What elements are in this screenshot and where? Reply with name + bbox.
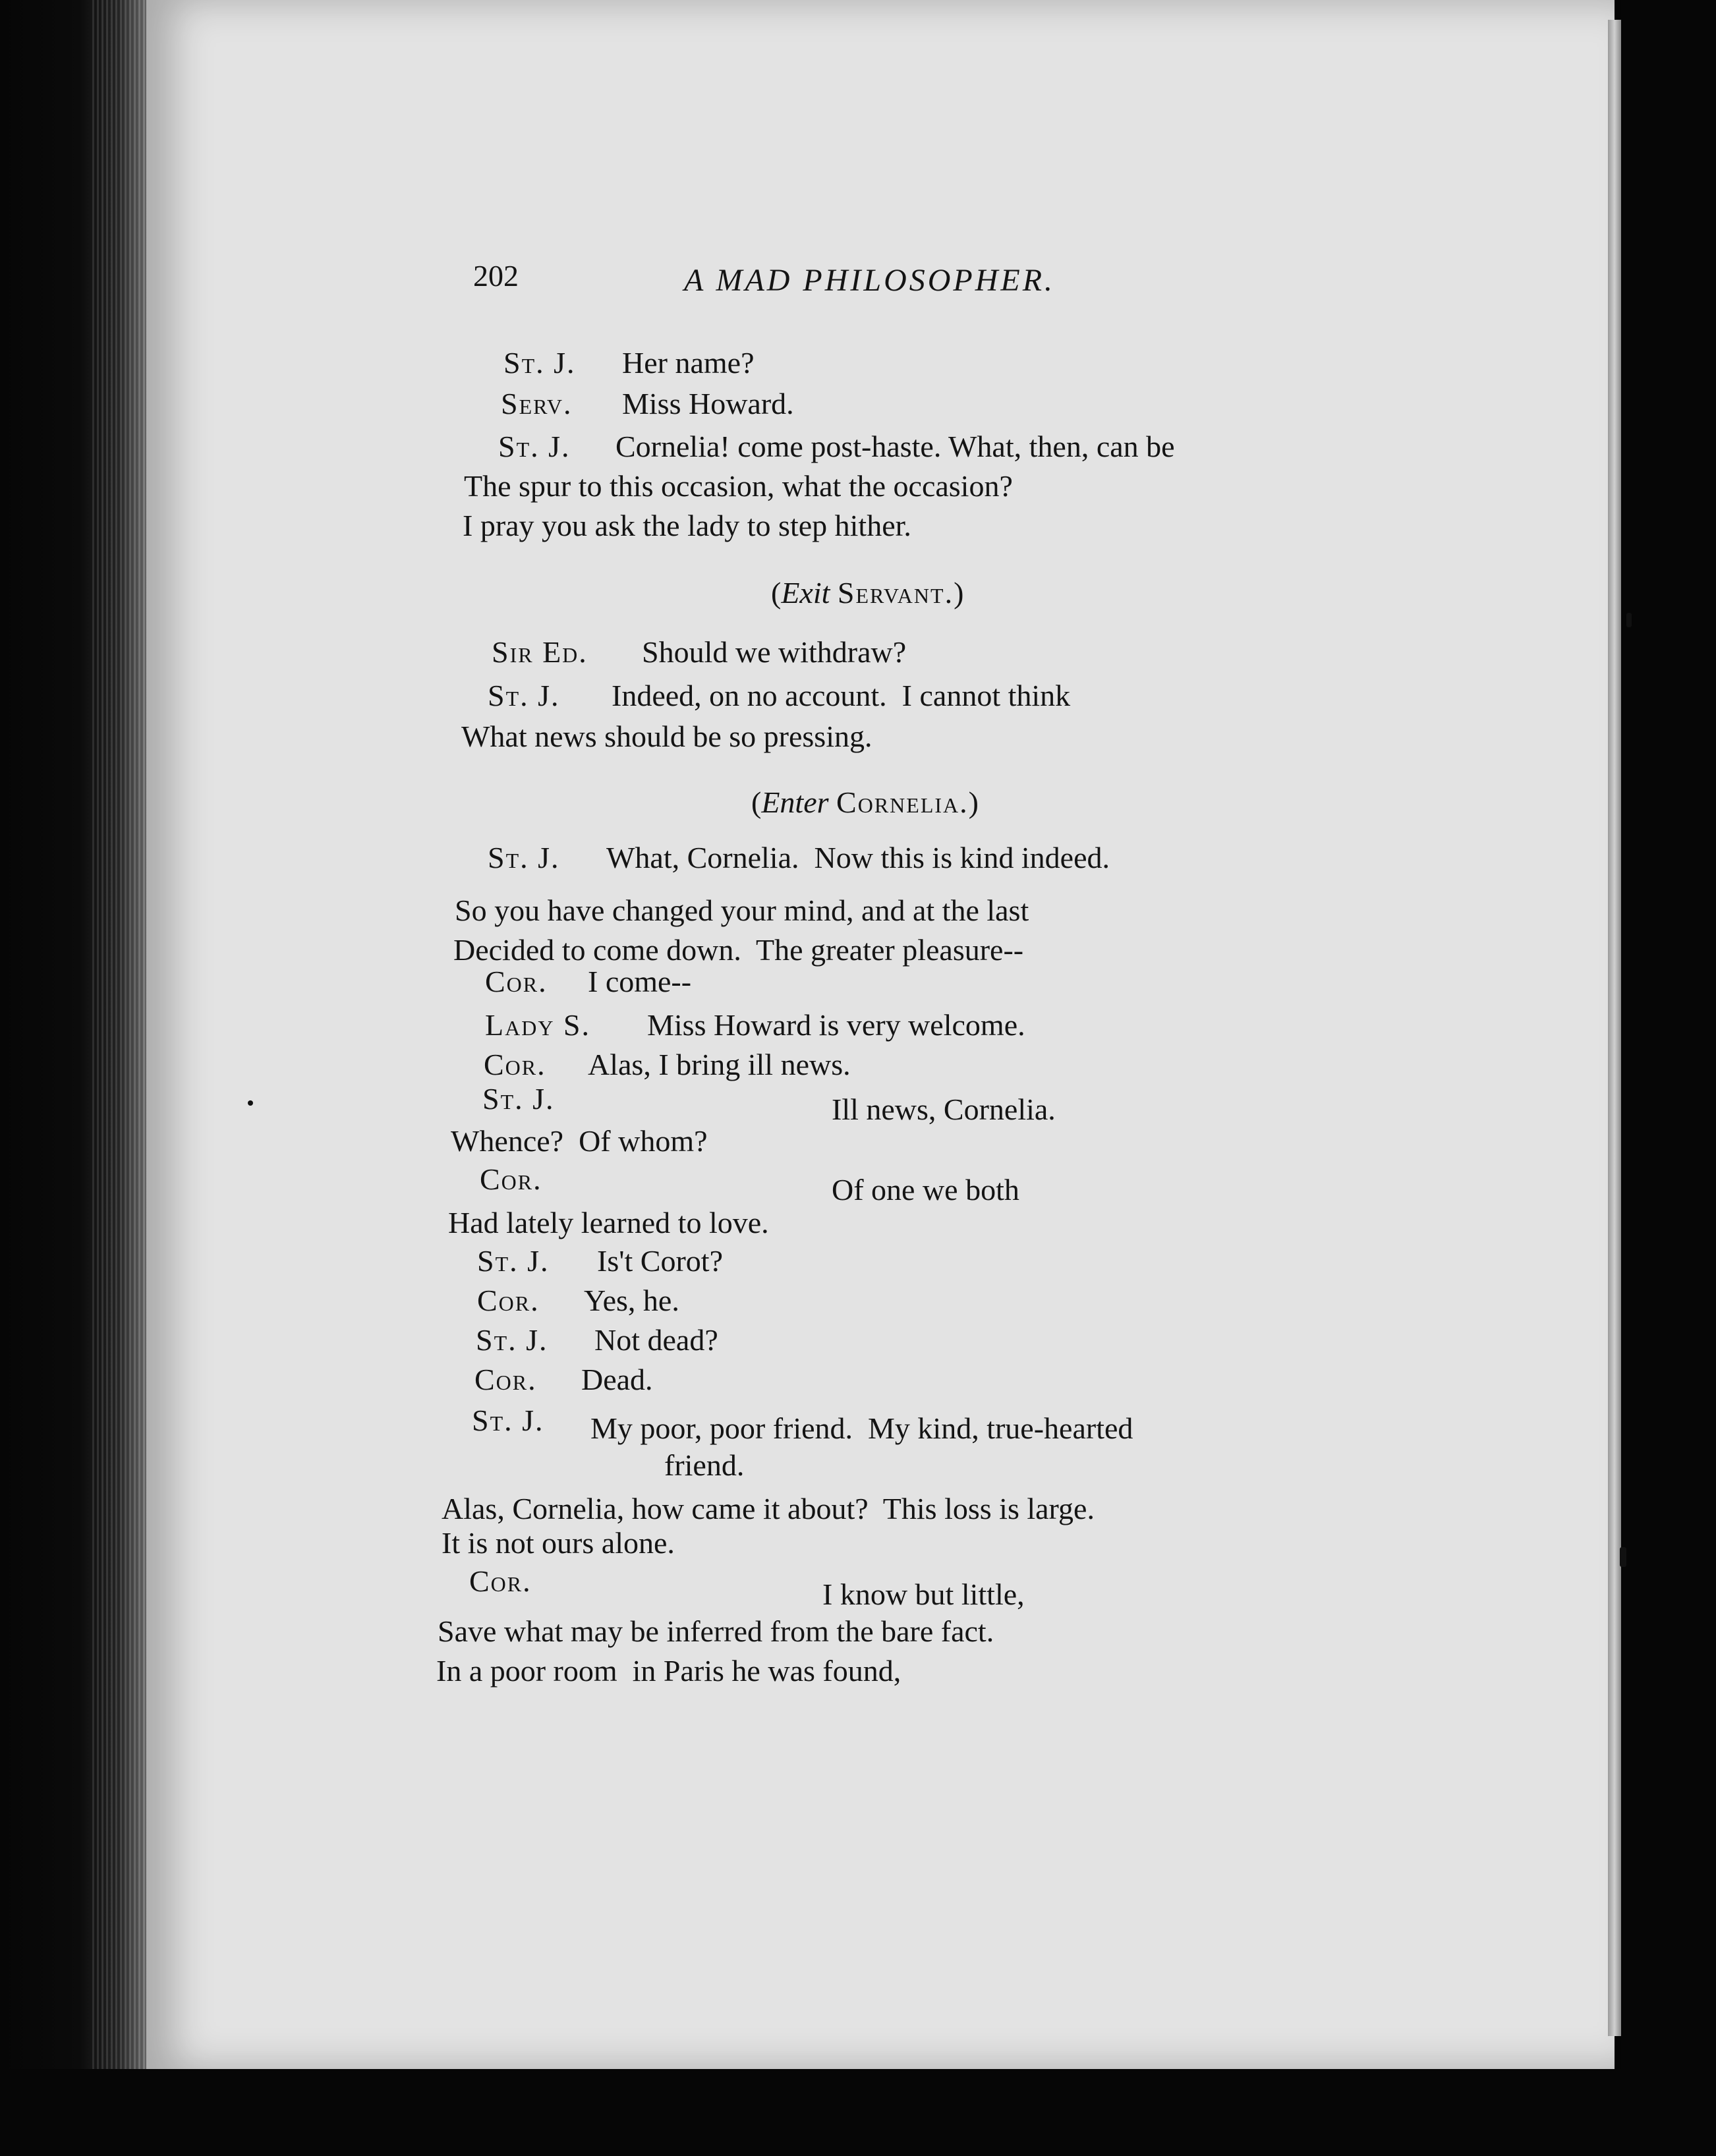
dialogue-line	[472, 1402, 544, 1439]
dialogue-text: Not dead?	[594, 1323, 718, 1357]
dialogue-text: Dead.	[581, 1363, 653, 1396]
dialogue-text: Alas, I bring ill news.	[588, 1048, 851, 1081]
stage-direction: (Enter Cornelia.)	[751, 785, 979, 819]
verse-line: I pray you ask the lady to step hither.	[463, 509, 911, 542]
speaker-label: St. J.	[477, 1244, 550, 1278]
speaker-label: Cor.	[480, 1162, 542, 1196]
speaker-label: Cor.	[477, 1284, 540, 1317]
verse-line: Alas, Cornelia, how came it about? This loss is large.	[442, 1492, 1095, 1525]
dialogue-line	[503, 345, 576, 382]
speaker-label: St. J.	[498, 430, 571, 463]
page-number: 202	[473, 259, 519, 293]
dialogue-text: Of one we both	[832, 1173, 1019, 1206]
dialogue-text: Is't Corot?	[597, 1244, 723, 1278]
dialogue-line	[484, 1046, 546, 1083]
speaker-label: Serv.	[501, 387, 573, 420]
speaker-label: St. J.	[482, 1082, 555, 1116]
dialogue-line	[488, 677, 560, 714]
dialogue-text: Miss Howard.	[622, 387, 794, 420]
dialogue-line	[469, 1563, 532, 1600]
verse-line: Had lately learned to love.	[448, 1206, 769, 1239]
verse-line: Decided to come down. The greater pleasure--	[453, 933, 1024, 967]
speaker-label: St. J.	[488, 679, 560, 712]
running-title: A MAD PHILOSOPHER.	[684, 263, 1056, 298]
stage-direction: (Exit Servant.)	[771, 576, 964, 610]
dialogue-text: Yes, he.	[584, 1284, 679, 1317]
dialogue-text: I know but little,	[822, 1577, 1025, 1611]
dialogue-text: I come--	[588, 965, 692, 998]
speaker-label: Cor.	[484, 1048, 546, 1081]
speaker-label: St. J.	[476, 1323, 548, 1357]
verse-line: Whence? Of whom?	[451, 1124, 708, 1158]
verse-line: Save what may be inferred from the bare fact.	[438, 1614, 994, 1648]
dialogue-line	[488, 839, 560, 876]
verse-line: So you have changed your mind, and at the last	[455, 894, 1029, 927]
speaker-label: Cor.	[474, 1363, 537, 1396]
dialogue-line	[498, 428, 571, 465]
dialogue-text: Ill news, Cornelia.	[832, 1092, 1056, 1126]
dialogue-line	[476, 1322, 548, 1359]
verse-line: The spur to this occasion, what the occasion?	[464, 469, 1013, 503]
speaker-label: St. J.	[488, 841, 560, 874]
verse-line: friend.	[664, 1448, 745, 1482]
dialogue-line	[477, 1243, 550, 1280]
dialogue-line	[474, 1361, 537, 1398]
dialogue-text: My poor, poor friend. My kind, true-hearted	[590, 1411, 1133, 1445]
dialogue-line	[485, 1007, 590, 1044]
verse-line: It is not ours alone.	[442, 1526, 675, 1560]
dialogue-text: Her name?	[622, 346, 755, 380]
dialogue-text: Miss Howard is very welcome.	[647, 1008, 1025, 1042]
speaker-label: Lady S.	[485, 1008, 591, 1042]
dialogue-text: Cornelia! come post-haste. What, then, can be	[615, 430, 1175, 463]
dialogue-line	[477, 1282, 540, 1319]
dialogue-text: What, Cornelia. Now this is kind indeed.	[606, 841, 1110, 874]
dialogue-line	[492, 634, 588, 671]
speaker-label: Cor.	[485, 965, 548, 998]
dialogue-text: Indeed, on no account. I cannot think	[612, 679, 1071, 712]
dialogue-line	[485, 963, 548, 1000]
verse-line: In a poor room in Paris he was found,	[436, 1654, 901, 1688]
dialogue-line	[480, 1161, 542, 1198]
speaker-label: Cor.	[469, 1564, 532, 1598]
dialogue-line	[482, 1081, 555, 1118]
dialogue-line	[501, 385, 573, 422]
speaker-label: Sir Ed.	[492, 635, 588, 669]
dialogue-text: Should we withdraw?	[642, 635, 907, 669]
verse-line: What news should be so pressing.	[461, 720, 872, 753]
speaker-label: St. J.	[472, 1404, 544, 1437]
speaker-label: St. J.	[503, 346, 576, 380]
